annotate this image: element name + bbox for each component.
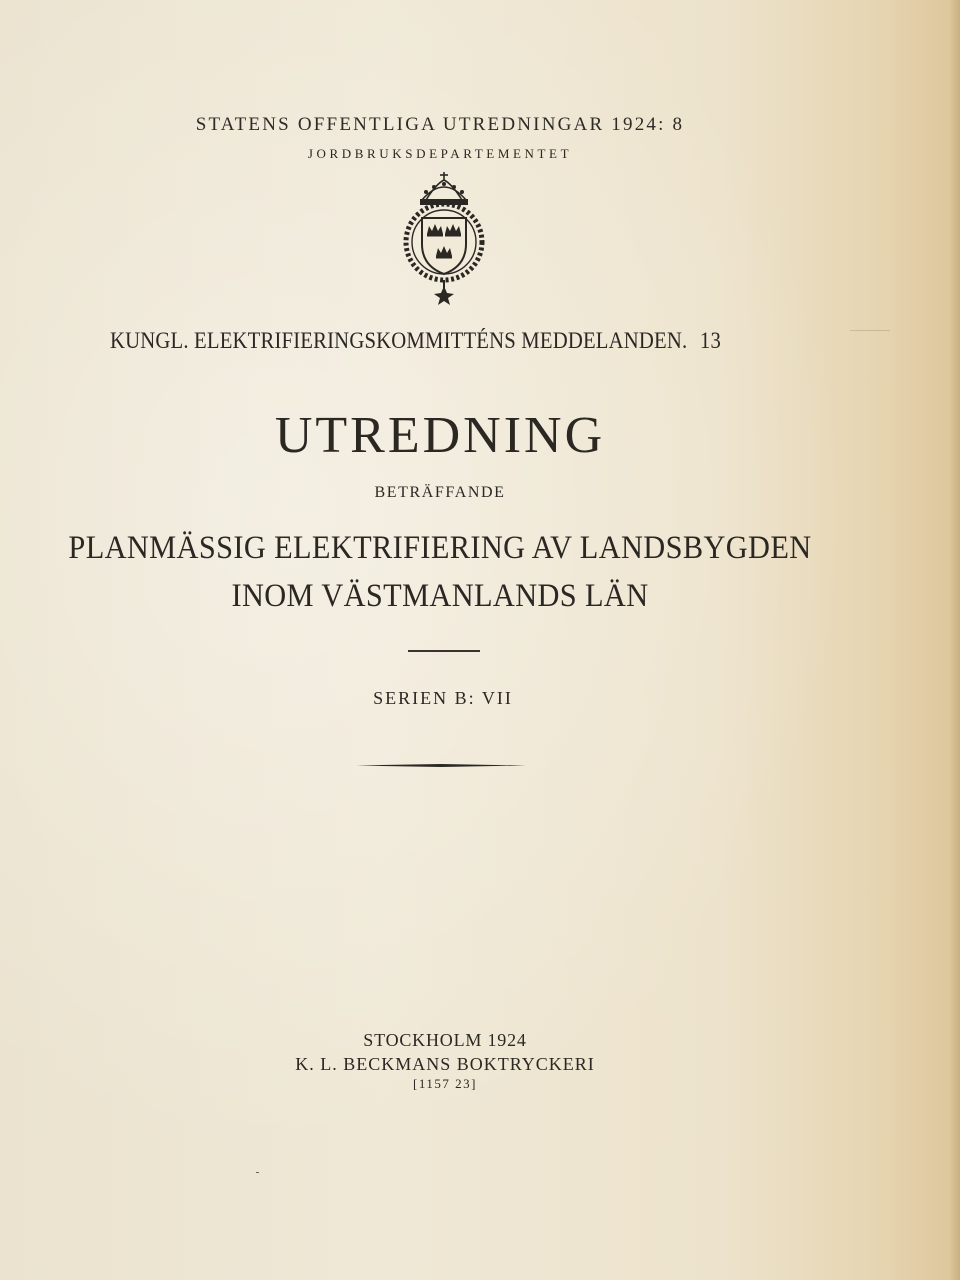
committee-communications — [110, 328, 722, 354]
subject-line-1: PLANMÄSSIG ELEKTRIFIERING AV LANDSBYGDEN — [68, 530, 812, 566]
imprint-place-year: STOCKHOLM 1924 — [363, 1030, 527, 1050]
divider-ornamental — [356, 764, 526, 767]
document-title: UTREDNING — [274, 407, 606, 464]
series-title: STATENS OFFENTLIGA UTREDNINGAR 1924: 8 — [195, 114, 685, 135]
imprint-print-code: [1157 23] — [413, 1076, 477, 1091]
paper-speck — [256, 1172, 259, 1173]
paper-speck — [850, 330, 890, 331]
communications-label: KUNGL. ELEKTRIFIERINGSKOMMITTÉNS MEDDELANDEN. — [110, 328, 688, 353]
document-subheading: BETRÄFFANDE — [374, 484, 506, 501]
imprint-printer: K. L. BECKMANS BOKTRYCKERI — [295, 1054, 595, 1074]
communications-number: 13 — [699, 328, 721, 353]
divider-short — [408, 650, 480, 652]
swedish-three-crowns-coat-of-arms-icon — [396, 170, 492, 306]
paper-edge — [950, 0, 960, 1280]
series-label: SERIEN B: VII — [373, 688, 513, 708]
department-name: JORDBRUKSDEPARTEMENTET — [307, 146, 573, 161]
subject-line-2: INOM VÄSTMANLANDS LÄN — [231, 578, 649, 614]
